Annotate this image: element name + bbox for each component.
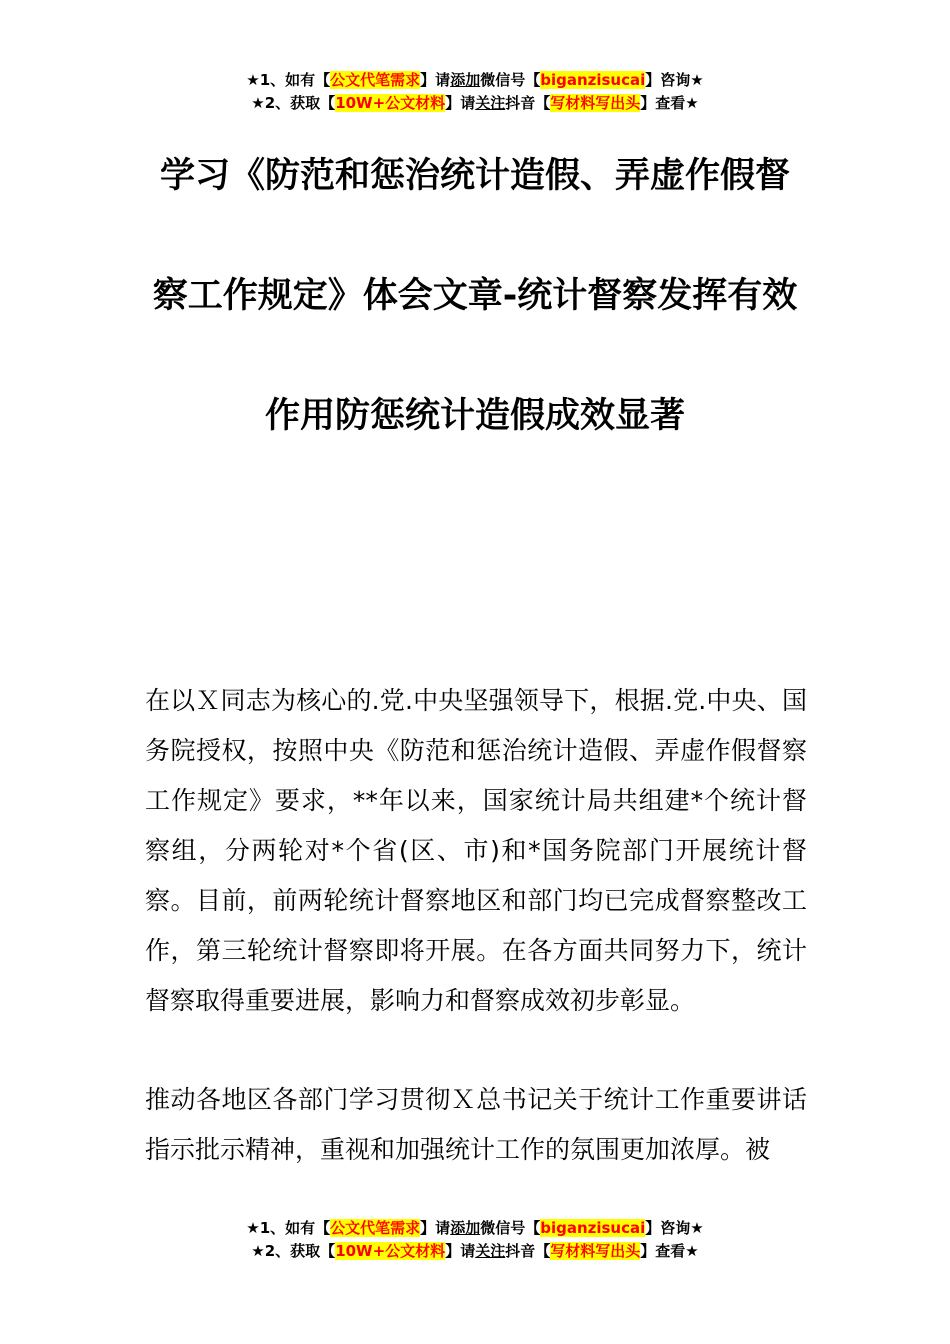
banner-highlight: 公文代笔需求 bbox=[330, 71, 421, 89]
header-banner bbox=[0, 69, 950, 115]
body-paragraph-2: 推动各地区各部门学习贯彻Ｘ总书记关于统计工作重要讲话指示批示精神，重视和加强统计工作的氛围更加浓厚。被 bbox=[145, 1085, 807, 1164]
banner-text: ★1、如有【 bbox=[246, 71, 331, 89]
document-title bbox=[100, 146, 850, 446]
banner-underlined-text: 添加 bbox=[450, 1219, 481, 1237]
banner-highlight: 10W+公文材料 bbox=[335, 1242, 446, 1260]
body-paragraph-1: 在以Ｘ同志为核心的.党.中央坚强领导下，根据.党.中央、国务院授权，按照中央《防范和惩治统计造假、弄虚作假督察工作规定》要求，**年以来，国家统计局共组建*个统计督察组，分两轮对*个省(区、市)和*国务院部门开展统计督察。目前，前两轮统计督察地区和部门均已完成督察整改工作，第三轮统计督察即将开展。在各方面共同努力下，统计督察取得重要进展，影响力和督察成效初步彰显。 bbox=[145, 686, 807, 1015]
title-line-3: 作用防惩统计造假成效显著 bbox=[264, 396, 685, 436]
banner-highlight: biganzisucai bbox=[540, 71, 646, 89]
banner-highlight: 写材料写出头 bbox=[550, 1242, 641, 1260]
banner-text: 微信号【 bbox=[480, 71, 541, 89]
footer-banner bbox=[0, 1217, 950, 1263]
banner-text: 】咨询★ bbox=[645, 1219, 704, 1237]
banner-underlined-text: 添加 bbox=[450, 71, 481, 89]
banner-text: 抖音【 bbox=[505, 1242, 551, 1260]
banner-text: ★2、获取【 bbox=[251, 1242, 336, 1260]
banner-text: 】请 bbox=[420, 71, 451, 89]
banner-text: ★2、获取【 bbox=[251, 94, 336, 112]
banner-text: 】咨询★ bbox=[645, 71, 704, 89]
banner-line-1 bbox=[0, 1217, 950, 1240]
banner-text: 】请 bbox=[445, 94, 476, 112]
banner-text: 】请 bbox=[420, 1219, 451, 1237]
banner-highlight: 写材料写出头 bbox=[550, 94, 641, 112]
banner-highlight: 10W+公文材料 bbox=[335, 94, 446, 112]
banner-underlined-text: 关注 bbox=[475, 1242, 506, 1260]
banner-text: 】请 bbox=[445, 1242, 476, 1260]
banner-text: 】查看★ bbox=[640, 94, 699, 112]
title-line-1: 学习《防范和惩治统计造假、弄虚作假督 bbox=[159, 156, 790, 196]
banner-text: 抖音【 bbox=[505, 94, 551, 112]
banner-highlight: 公文代笔需求 bbox=[330, 1219, 421, 1237]
banner-underlined-text: 关注 bbox=[475, 94, 506, 112]
banner-highlight: biganzisucai bbox=[540, 1219, 646, 1237]
banner-line-1 bbox=[0, 69, 950, 92]
banner-text: 微信号【 bbox=[480, 1219, 541, 1237]
banner-line-2 bbox=[0, 92, 950, 115]
title-line-2: 察工作规定》体会文章-统计督察发挥有效 bbox=[152, 276, 798, 316]
banner-text: ★1、如有【 bbox=[246, 1219, 331, 1237]
banner-line-2 bbox=[0, 1240, 950, 1263]
banner-text: 】查看★ bbox=[640, 1242, 699, 1260]
